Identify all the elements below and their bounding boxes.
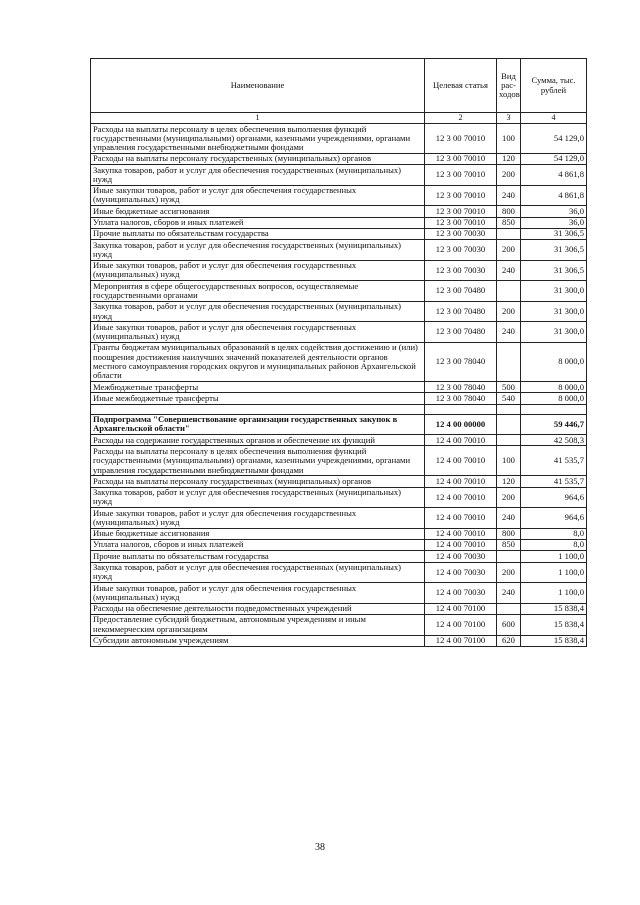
row-name-cell: Прочие выплаты по обязательствам государства xyxy=(91,551,425,562)
table-row xyxy=(91,382,587,393)
row-sum-cell: 4 861,8 xyxy=(521,185,587,206)
row-target-article-cell: 12 4 00 70010 xyxy=(425,435,497,446)
row-expense-type-cell xyxy=(497,435,521,446)
table-row xyxy=(91,206,587,217)
row-target-article-cell: 12 3 00 70030 xyxy=(425,228,497,239)
row-sum-cell xyxy=(521,404,587,414)
row-target-article-cell: 12 3 00 78040 xyxy=(425,382,497,393)
table-row xyxy=(91,165,587,186)
row-name-cell: Закупка товаров, работ и услуг для обеспечения государственных (муниципальных) нужд xyxy=(91,562,425,583)
row-sum-cell: 964,6 xyxy=(521,487,587,508)
row-target-article-cell: 12 3 00 78040 xyxy=(425,342,497,381)
row-name-cell: Закупка товаров, работ и услуг для обеспечения государственных (муниципальных) нужд xyxy=(91,240,425,261)
row-target-article-cell: 12 4 00 70010 xyxy=(425,528,497,539)
row-target-article-cell: 12 4 00 70030 xyxy=(425,583,497,604)
column-number-row xyxy=(91,113,587,124)
row-expense-type-cell: 200 xyxy=(497,165,521,186)
table-row xyxy=(91,446,587,476)
row-target-article-cell: 12 3 00 70010 xyxy=(425,217,497,228)
page-number: 38 xyxy=(315,842,325,853)
row-name-cell: Иные закупки товаров, работ и услуг для обеспечения государственных (муниципальных) нужд xyxy=(91,583,425,604)
row-target-article-cell: 12 3 00 70010 xyxy=(425,165,497,186)
table-body xyxy=(91,124,587,647)
row-target-article-cell: 12 3 00 70010 xyxy=(425,185,497,206)
row-target-article-cell xyxy=(425,404,497,414)
table-row xyxy=(91,124,587,154)
row-name-cell: Иные закупки товаров, работ и услуг для обеспечения государственных (муниципальных) нужд xyxy=(91,260,425,281)
row-expense-type-cell: 620 xyxy=(497,635,521,646)
row-sum-cell: 41 535,7 xyxy=(521,476,587,487)
row-expense-type-cell xyxy=(497,414,521,435)
row-name-cell: Подпрограмма "Совершенствование организации государственных закупок в Архангельской области" xyxy=(91,414,425,435)
row-target-article-cell: 12 3 00 70010 xyxy=(425,153,497,164)
subprogram-row xyxy=(91,414,587,435)
row-sum-cell: 31 300,0 xyxy=(521,301,587,322)
table-header-row xyxy=(91,59,587,113)
header-target-article: Целевая статья xyxy=(425,59,497,113)
separator-row xyxy=(91,404,587,414)
row-sum-cell: 31 306,5 xyxy=(521,260,587,281)
row-sum-cell: 15 838,4 xyxy=(521,635,587,646)
row-sum-cell: 1 100,0 xyxy=(521,551,587,562)
row-sum-cell: 1 100,0 xyxy=(521,583,587,604)
row-target-article-cell: 12 4 00 70100 xyxy=(425,635,497,646)
row-expense-type-cell xyxy=(497,603,521,614)
table-row xyxy=(91,614,587,635)
row-name-cell: Закупка товаров, работ и услуг для обеспечения государственных (муниципальных) нужд xyxy=(91,301,425,322)
row-name-cell: Предоставление субсидий бюджетным, автономным учреждениям и иным некоммерческим организациям xyxy=(91,614,425,635)
row-expense-type-cell xyxy=(497,404,521,414)
row-sum-cell: 31 300,0 xyxy=(521,322,587,343)
row-sum-cell: 8 000,0 xyxy=(521,342,587,381)
row-expense-type-cell: 850 xyxy=(497,217,521,228)
header-sum: Сумма, тыс. рублей xyxy=(521,59,587,113)
row-name-cell: Расходы на выплаты персоналу государственных (муниципальных) органов xyxy=(91,476,425,487)
row-target-article-cell: 12 4 00 70010 xyxy=(425,539,497,550)
row-sum-cell: 31 306,5 xyxy=(521,240,587,261)
row-sum-cell: 964,6 xyxy=(521,508,587,529)
table-row xyxy=(91,583,587,604)
row-name-cell: Субсидии автономным учреждениям xyxy=(91,635,425,646)
row-sum-cell: 8,0 xyxy=(521,539,587,550)
table-row xyxy=(91,342,587,381)
row-name-cell: Иные закупки товаров, работ и услуг для обеспечения государственных (муниципальных) нужд xyxy=(91,185,425,206)
row-target-article-cell: 12 4 00 70010 xyxy=(425,476,497,487)
row-target-article-cell: 12 4 00 70030 xyxy=(425,562,497,583)
row-name-cell: Закупка товаров, работ и услуг для обеспечения государственных (муниципальных) нужд xyxy=(91,487,425,508)
row-expense-type-cell: 100 xyxy=(497,124,521,154)
row-target-article-cell: 12 4 00 70010 xyxy=(425,487,497,508)
row-name-cell: Расходы на содержание государственных органов и обеспечение их функций xyxy=(91,435,425,446)
row-expense-type-cell: 540 xyxy=(497,393,521,404)
row-sum-cell: 8 000,0 xyxy=(521,382,587,393)
row-name-cell: Иные бюджетные ассигнования xyxy=(91,206,425,217)
column-number: 2 xyxy=(425,113,497,124)
row-target-article-cell: 12 3 00 78040 xyxy=(425,393,497,404)
row-expense-type-cell: 120 xyxy=(497,153,521,164)
row-target-article-cell: 12 3 00 70030 xyxy=(425,260,497,281)
row-sum-cell: 36,0 xyxy=(521,217,587,228)
row-name-cell: Закупка товаров, работ и услуг для обеспечения государственных (муниципальных) нужд xyxy=(91,165,425,186)
table-row xyxy=(91,393,587,404)
table-row xyxy=(91,228,587,239)
header-name: Наименование xyxy=(91,59,425,113)
row-target-article-cell: 12 4 00 00000 xyxy=(425,414,497,435)
table-row xyxy=(91,539,587,550)
row-expense-type-cell: 800 xyxy=(497,206,521,217)
row-name-cell: Расходы на выплаты персоналу в целях обеспечения выполнения функций государственными (муниципальными) органами, казенными учреждениями, органами управления государственными внебюджетными фондами xyxy=(91,446,425,476)
column-number: 3 xyxy=(497,113,521,124)
header-expense-type: Вид рас-ходов xyxy=(497,59,521,113)
table-row xyxy=(91,217,587,228)
row-sum-cell: 8 000,0 xyxy=(521,393,587,404)
row-name-cell: Расходы на обеспечение деятельности подведомственных учреждений xyxy=(91,603,425,614)
table-row xyxy=(91,240,587,261)
row-expense-type-cell: 240 xyxy=(497,322,521,343)
budget-table xyxy=(90,58,587,647)
row-target-article-cell: 12 3 00 70030 xyxy=(425,240,497,261)
row-name-cell: Уплата налогов, сборов и иных платежей xyxy=(91,539,425,550)
table-row xyxy=(91,551,587,562)
column-number: 4 xyxy=(521,113,587,124)
row-sum-cell: 31 306,5 xyxy=(521,228,587,239)
table-row xyxy=(91,487,587,508)
row-expense-type-cell: 120 xyxy=(497,476,521,487)
row-sum-cell: 15 838,4 xyxy=(521,603,587,614)
row-expense-type-cell: 100 xyxy=(497,446,521,476)
table-row xyxy=(91,528,587,539)
row-sum-cell: 15 838,4 xyxy=(521,614,587,635)
table-row xyxy=(91,322,587,343)
row-expense-type-cell xyxy=(497,551,521,562)
row-expense-type-cell: 240 xyxy=(497,185,521,206)
row-expense-type-cell: 200 xyxy=(497,240,521,261)
row-target-article-cell: 12 3 00 70010 xyxy=(425,124,497,154)
row-sum-cell: 54 129,0 xyxy=(521,124,587,154)
table-row xyxy=(91,281,587,302)
row-expense-type-cell: 240 xyxy=(497,260,521,281)
row-expense-type-cell: 500 xyxy=(497,382,521,393)
row-target-article-cell: 12 3 00 70480 xyxy=(425,322,497,343)
table-row xyxy=(91,476,587,487)
row-sum-cell: 41 535,7 xyxy=(521,446,587,476)
table-row xyxy=(91,153,587,164)
row-sum-cell: 54 129,0 xyxy=(521,153,587,164)
row-target-article-cell: 12 4 00 70100 xyxy=(425,614,497,635)
row-name-cell: Иные бюджетные ассигнования xyxy=(91,528,425,539)
row-expense-type-cell: 240 xyxy=(497,583,521,604)
row-expense-type-cell: 240 xyxy=(497,508,521,529)
table-row xyxy=(91,435,587,446)
row-expense-type-cell: 200 xyxy=(497,562,521,583)
row-name-cell: Иные закупки товаров, работ и услуг для обеспечения государственных (муниципальных) нужд xyxy=(91,508,425,529)
row-target-article-cell: 12 3 00 70480 xyxy=(425,281,497,302)
row-sum-cell: 31 300,0 xyxy=(521,281,587,302)
row-name-cell: Мероприятия в сфере общегосударственных вопросов, осуществляемые государственными органами xyxy=(91,281,425,302)
row-expense-type-cell xyxy=(497,342,521,381)
row-name-cell: Прочие выплаты по обязательствам государства xyxy=(91,228,425,239)
row-target-article-cell: 12 4 00 70010 xyxy=(425,508,497,529)
row-sum-cell: 1 100,0 xyxy=(521,562,587,583)
row-target-article-cell: 12 4 00 70010 xyxy=(425,446,497,476)
row-expense-type-cell xyxy=(497,228,521,239)
row-name-cell xyxy=(91,404,425,414)
row-sum-cell: 4 861,8 xyxy=(521,165,587,186)
row-name-cell: Расходы на выплаты персоналу в целях обеспечения выполнения функций государственными (муниципальными) органами, казенными учреждениями, органами управления государственными внебюджетными фондами xyxy=(91,124,425,154)
row-name-cell: Гранты бюджетам муниципальных образований в целях содействия достижению и (или) поощрения достижения наилучших значений показателей деятельности органов местного самоуправления городских округов и муниципальных районов Архангельской области xyxy=(91,342,425,381)
row-target-article-cell: 12 4 00 70100 xyxy=(425,603,497,614)
table-row xyxy=(91,603,587,614)
table-row xyxy=(91,508,587,529)
row-name-cell: Расходы на выплаты персоналу государственных (муниципальных) органов xyxy=(91,153,425,164)
row-expense-type-cell: 200 xyxy=(497,301,521,322)
row-target-article-cell: 12 3 00 70010 xyxy=(425,206,497,217)
row-sum-cell: 8,0 xyxy=(521,528,587,539)
table-row xyxy=(91,635,587,646)
row-sum-cell: 59 446,7 xyxy=(521,414,587,435)
row-name-cell: Уплата налогов, сборов и иных платежей xyxy=(91,217,425,228)
row-expense-type-cell: 800 xyxy=(497,528,521,539)
table-row xyxy=(91,562,587,583)
table-row xyxy=(91,301,587,322)
table-row xyxy=(91,185,587,206)
row-sum-cell: 36,0 xyxy=(521,206,587,217)
row-expense-type-cell: 200 xyxy=(497,487,521,508)
row-name-cell: Иные межбюджетные трансферты xyxy=(91,393,425,404)
row-sum-cell: 42 508,3 xyxy=(521,435,587,446)
row-expense-type-cell xyxy=(497,281,521,302)
row-target-article-cell: 12 3 00 70480 xyxy=(425,301,497,322)
row-target-article-cell: 12 4 00 70030 xyxy=(425,551,497,562)
table-row xyxy=(91,260,587,281)
row-name-cell: Иные закупки товаров, работ и услуг для обеспечения государственных (муниципальных) нужд xyxy=(91,322,425,343)
row-expense-type-cell: 850 xyxy=(497,539,521,550)
row-expense-type-cell: 600 xyxy=(497,614,521,635)
row-name-cell: Межбюджетные трансферты xyxy=(91,382,425,393)
column-number: 1 xyxy=(91,113,425,124)
